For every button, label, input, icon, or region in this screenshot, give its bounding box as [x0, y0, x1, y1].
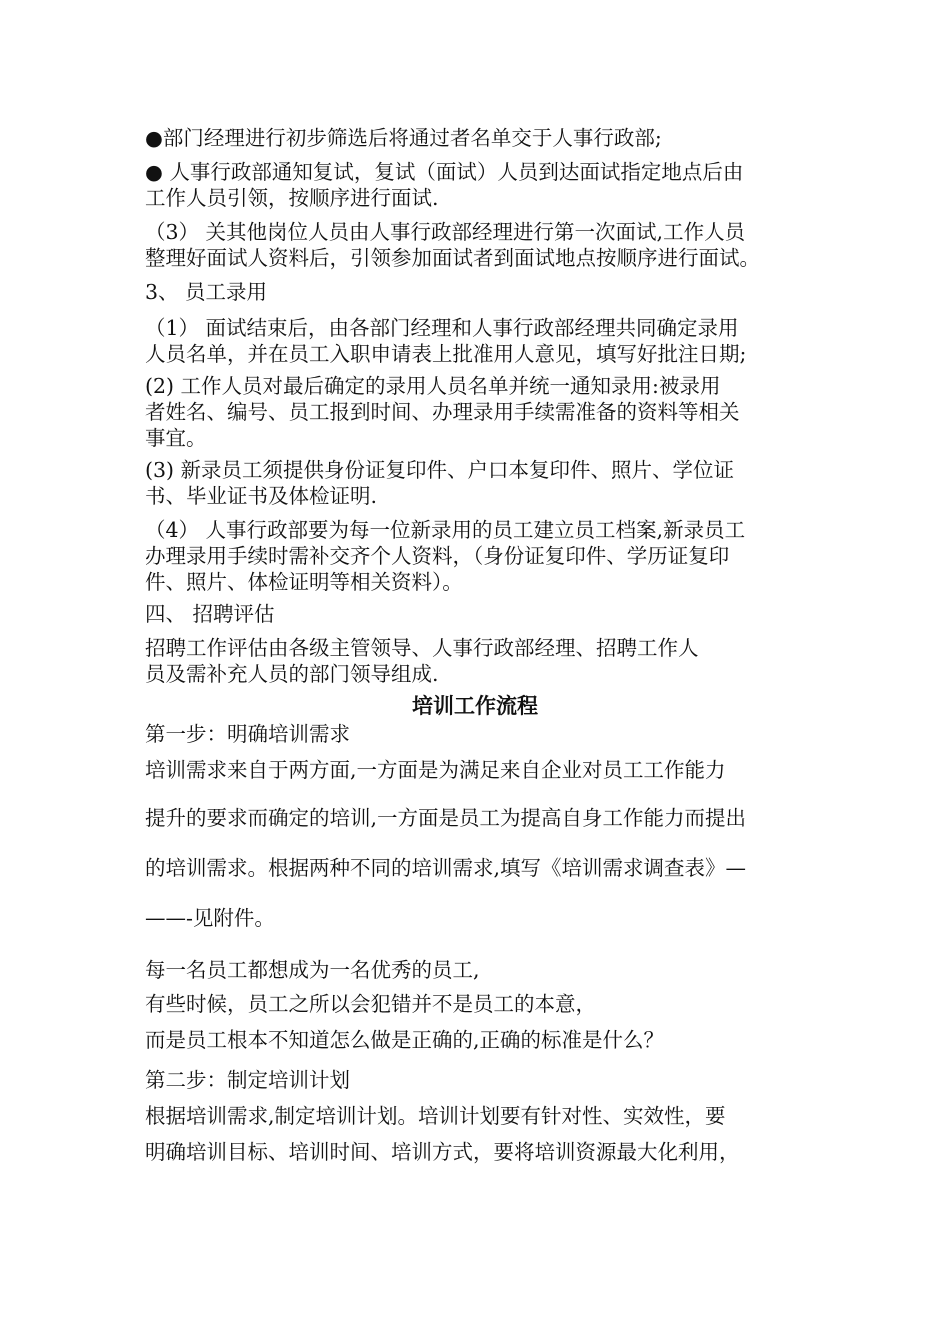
text-line: ●部门经理进行初步筛选后将通过者名单交于人事行政部; — [145, 126, 662, 150]
text-line: 件、照片、体检证明等相关资料）。 — [145, 570, 463, 594]
text-line: 的培训需求。根据两种不同的培训需求,填写《培训需求调查表》— — [145, 856, 747, 880]
text-line: 招聘工作评估由各级主管领导、人事行政部经理、招聘工作人 — [145, 636, 699, 660]
text-line: 书、毕业证书及体检证明. — [145, 484, 378, 508]
text-line: ● 人事行政部通知复试，复试（面试）人员到达面试指定地点后由 — [145, 160, 744, 184]
text-line: 根据培训需求,制定培训计划。培训计划要有针对性、实效性，要 — [145, 1104, 726, 1128]
text-line: 工作人员引领，按顺序进行面试. — [145, 186, 439, 210]
text-line: ——-见附件。 — [145, 906, 275, 930]
text-line: 人员名单，并在员工入职申请表上批准用人意见，填写好批注日期; — [145, 342, 747, 366]
text-line: 者姓名、编号、员工报到时间、办理录用手续需准备的资料等相关 — [145, 400, 740, 424]
text-line: （3） 关其他岗位人员由人事行政部经理进行第一次面试,工作人员 — [145, 220, 746, 244]
section-title: 培训工作流程 — [412, 693, 538, 718]
text-line: (3) 新录员工须提供身份证复印件、户口本复印件、照片、学位证 — [145, 458, 735, 482]
text-line: 提升的要求而确定的培训,一方面是员工为提高自身工作能力而提出 — [145, 806, 747, 830]
text-line: 每一名员工都想成为一名优秀的员工, — [145, 958, 480, 982]
text-line: 办理录用手续时需补交齐个人资料，（身份证复印件、学历证复印 — [145, 544, 730, 568]
text-line: 培训需求来自于两方面,一方面是为满足来自企业对员工工作能力 — [145, 758, 726, 782]
text-line: 员及需补充人员的部门领导组成. — [145, 662, 439, 686]
text-line: （4） 人事行政部要为每一位新录用的员工建立员工档案,新录员工 — [145, 518, 746, 542]
text-line: 事宜。 — [145, 426, 207, 450]
text-line: 整理好面试人资料后，引领参加面试者到面试地点按顺序进行面试。 — [145, 246, 760, 270]
text-line: 第一步：明确培训需求 — [145, 722, 350, 746]
text-line: （1） 面试结束后，由各部门经理和人事行政部经理共同确定录用 — [145, 316, 739, 340]
text-line: 第二步：制定培训计划 — [145, 1068, 350, 1092]
text-line: 有些时候，员工之所以会犯错并不是员工的本意， — [145, 992, 596, 1016]
text-line: 四、 招聘评估 — [145, 602, 275, 626]
text-line: 3、 员工录用 — [145, 280, 268, 304]
text-line: 而是员工根本不知道怎么做是正确的,正确的标准是什么？ — [145, 1028, 665, 1052]
text-line: (2) 工作人员对最后确定的录用人员名单并统一通知录用:被录用 — [145, 374, 721, 398]
text-line: 明确培训目标、培训时间、培训方式，要将培训资源最大化利用， — [145, 1140, 740, 1164]
